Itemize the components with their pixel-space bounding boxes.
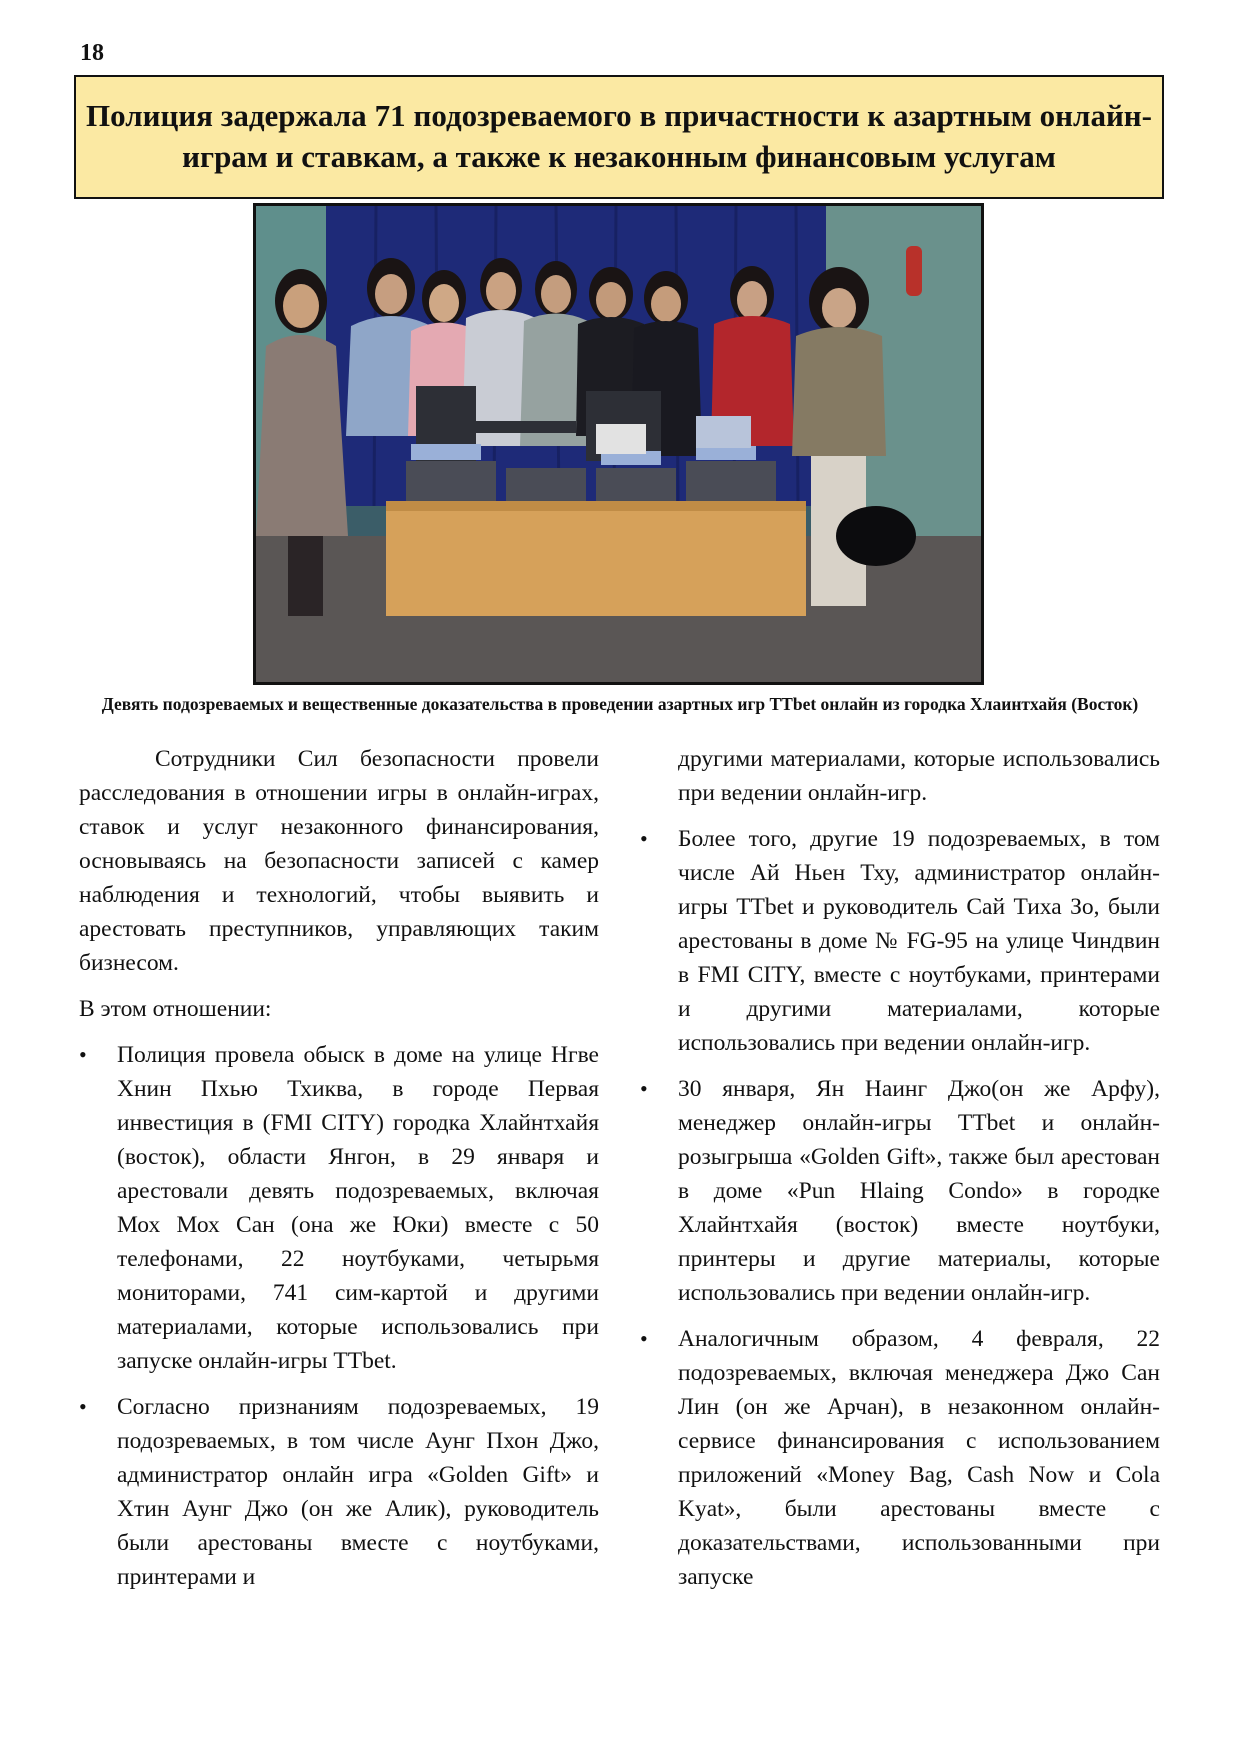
photo-suspects-with-evidence-icon: [256, 206, 981, 682]
right-column: [640, 742, 1160, 1594]
list-item: • Более того, другие 19 подозреваемых, в том числе Ай Ньен Тху, администратор онлайн-игры TTbet и руководитель Сай Тиха Зо, были арестованы в доме № FG-95 на улице Чиндвин в FMI CITY, вместе с ноутбуками, принтерами и другими материалами, которые использовались при ведении онлайн-игр.: [640, 822, 1160, 1060]
photo-caption: Девять подозреваемых и вещественные доказательства в проведении азартных игр TTbet онлайн из городка Хлаинтхайя (Восток): [101, 694, 1139, 714]
list-item: • Полиция провела обыск в доме на улице Нгве Хнин Пхью Тхиква, в городе Первая инвестиция в (FMI CITY) городка Хлайнтхайя (восток), области Янгон, в 29 января и арестовали девять подозреваемых, включая Мох Мох Сан (она же Юки) вместе с 50 телефонами, 22 ноутбуками, четырьмя мониторами, 741 сим-картой и другими материалами, которые использовались при запуске онлайн-игры TTbet.: [79, 1038, 599, 1378]
continuation-paragraph: другими материалами, которые использовались при ведении онлайн-игр.: [678, 746, 1160, 806]
headline: Полиция задержала 71 подозреваемого в причастности к азартным онлайн-играм и ставкам, а также к незаконным финансовым услугам: [86, 98, 1152, 174]
right-bullet-list: [640, 822, 1160, 1594]
list-item: • Согласно признаниям подозреваемых, 19 подозреваемых, в том числе Аунг Пхон Джо, администратор онлайн игра «Golden Gift» и Хтин Аунг Джо (он же Алик), руководитель были арестованы вместе с ноутбуками, принтерами и: [79, 1390, 599, 1594]
headline-box: [74, 75, 1164, 199]
list-item: • Аналогичным образом, 4 февраля, 22 подозреваемых, включая менеджера Джо Сан Лин (он же Арчан), в незаконном онлайн-сервисе финансирования с использованием приложений «Money Bag, Cash Now и Cola Kyat», были арестованы вместе с доказательствами, использованными при запуске: [640, 1322, 1160, 1594]
left-column: [79, 742, 599, 1594]
intro-paragraph: Сотрудники Сил безопасности провели расследования в отношении игры в онлайн-играх, ставок и услуг незаконного финансирования, основываясь на безопасности записей с камер наблюдения и технологий, чтобы выявить и арестовать преступников, управляющих таким бизнесом.: [79, 746, 599, 976]
news-photo: [253, 203, 984, 685]
left-bullet-list: [79, 1038, 599, 1594]
lead-paragraph: В этом отношении:: [79, 996, 272, 1022]
page-number: 18: [80, 40, 104, 66]
list-item: • 30 января, Ян Наинг Джо(он же Арфу), менеджер онлайн-игры TTbet и онлайн-розыгрыша «Golden Gift», также был арестован в доме «Pun Hlaing Condo» в городке Хлайнтхайя (восток) вместе ноутбуки, принтеры и другие материалы, которые использовались при ведении онлайн-игр.: [640, 1072, 1160, 1310]
